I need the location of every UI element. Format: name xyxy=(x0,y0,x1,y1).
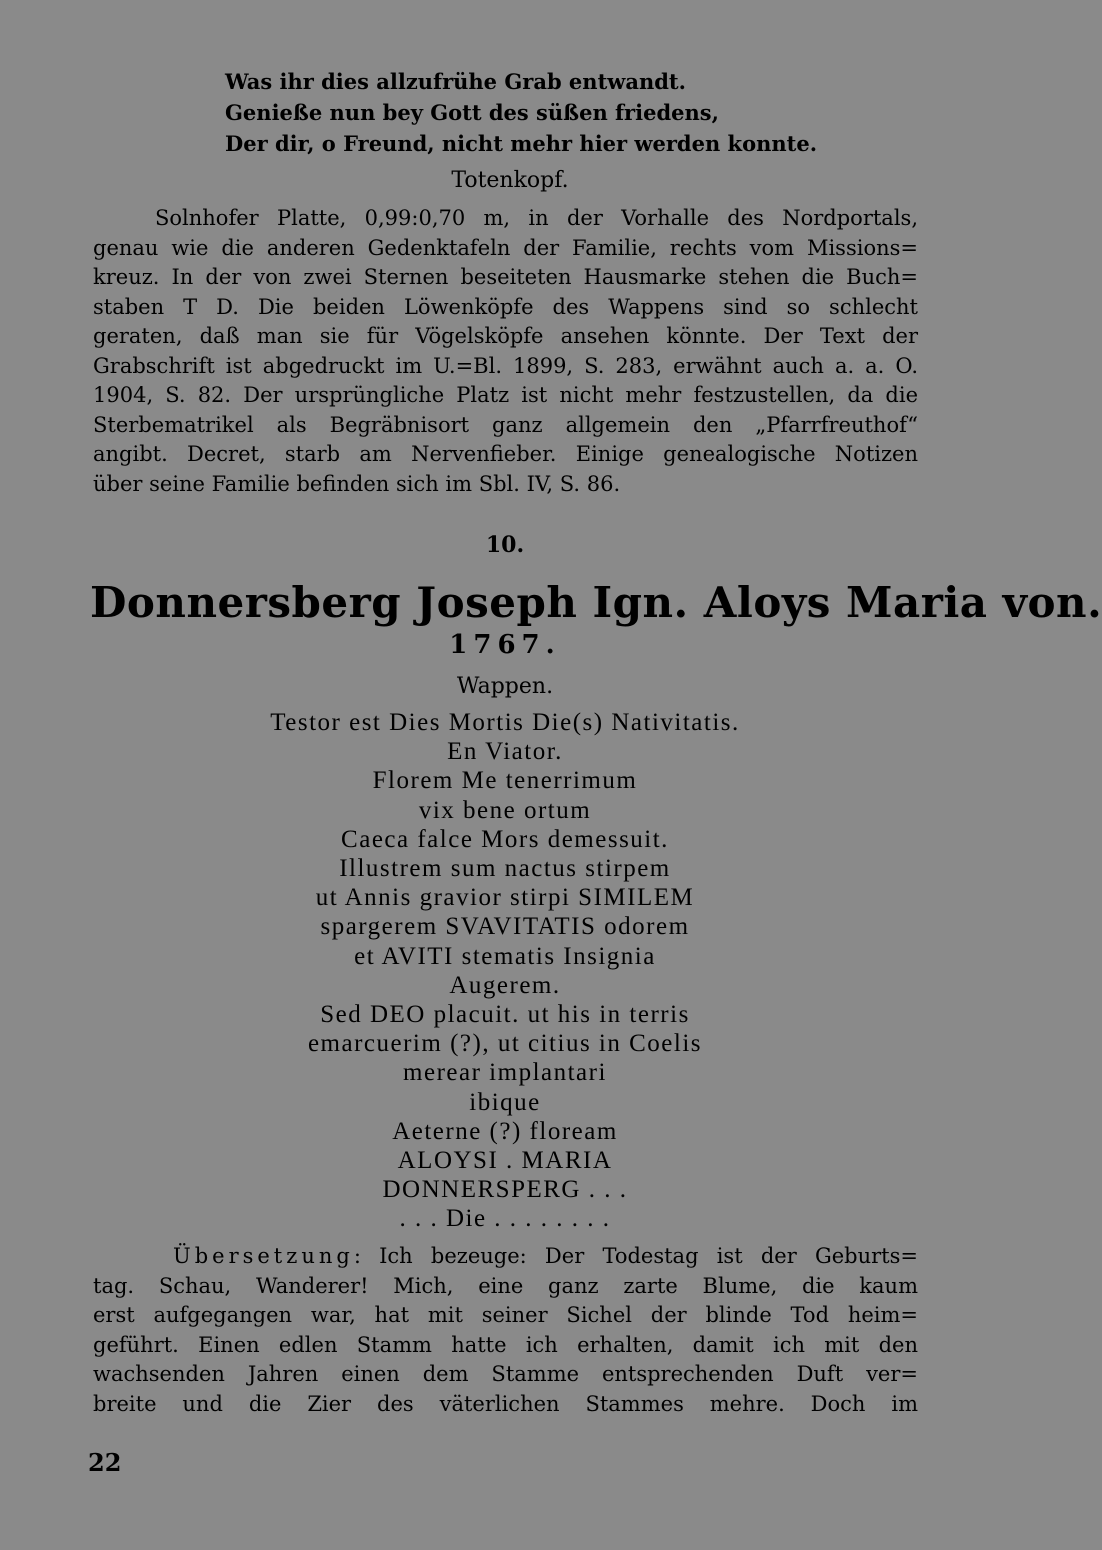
inscription-line: vix bene ortum xyxy=(418,796,592,824)
paragraph-line: erst aufgegangen war, hat mit seiner Sichel der blinde Tod heim= xyxy=(93,1303,918,1327)
entry-number: 10. xyxy=(485,532,525,558)
inscription-line: Florem Me tenerrimum xyxy=(372,767,638,795)
inscription-line: . . . Die . . . . . . . . xyxy=(399,1205,611,1233)
paragraph-line: tag. Schau, Wanderer! Mich, eine ganz zarte Blume, die kaum xyxy=(93,1273,918,1298)
inscription-line: Sed DEO placuit. ut his in terris xyxy=(320,1001,690,1029)
inscription-line: Augerem. xyxy=(449,971,561,999)
paragraph-line: staben T D. Die beiden Löwenköpfe des Wappens sind so schlecht xyxy=(93,294,918,319)
inscription-line: ut Annis gravior stirpi SIMILEM xyxy=(315,884,695,912)
entry-name-heading: Donnersberg Joseph Ign. Aloys Maria von. xyxy=(90,578,1102,627)
translation-paragraph xyxy=(93,1242,918,1419)
inscription-line: spargerem SVAVITATIS odorem xyxy=(320,913,690,941)
paragraph-line: geführt. Einen edlen Stamm hatte ich erhalten, damit ich mit den xyxy=(93,1332,918,1357)
paragraph-line: 1904, S. 82. Der ursprüngliche Platz ist nicht mehr festzustellen, da die xyxy=(93,383,918,407)
inscription-line: Caeca falce Mors demessuit. xyxy=(341,825,669,853)
paragraph-line: wachsenden Jahren einen dem Stamme entsprechenden Duft ver= xyxy=(93,1362,918,1386)
skull-caption: Totenkopf. xyxy=(451,168,569,193)
paragraph-line: angibt. Decret, starb am Nervenfieber. Einige genealogische Notizen xyxy=(93,442,918,466)
paragraph-line: über seine Familie befinden sich im Sbl. IV, S. 86. xyxy=(93,471,621,496)
inscription-line: Illustrem sum nactus stirpem xyxy=(339,855,671,883)
translation-label: Übersetzung xyxy=(173,1244,354,1268)
latin-inscription xyxy=(0,708,1000,1234)
verse-block xyxy=(225,66,925,159)
inscription-line: emarcuerim (?), ut citius in Coelis xyxy=(307,1030,703,1058)
paragraph-line: kreuz. In der von zwei Sternen beseiteten Hausmarke stehen die Buch= xyxy=(93,265,918,289)
inscription-line: ibique xyxy=(469,1088,541,1116)
paragraph-line xyxy=(93,1242,918,1272)
inscription-line: Testor est Dies Mortis Die(s) Nativitatis. xyxy=(270,709,740,736)
description-paragraph xyxy=(93,204,918,499)
entry-year: 1767. xyxy=(449,630,561,660)
inscription-line: DONNERSPERG . . . xyxy=(382,1176,628,1204)
paragraph-line-text: : Ich bezeuge: Der Todestag ist der Geburts= xyxy=(353,1244,918,1268)
inscription-line: et AVITI stematis Insignia xyxy=(354,942,656,970)
inscription-line: En Viator. xyxy=(447,738,563,766)
verse-line: Was ihr dies allzufrühe Grab entwandt. xyxy=(225,69,686,94)
paragraph-line: Grabschrift ist abgedruckt im U.=Bl. 1899, S. 283, erwähnt auch a. a. O. xyxy=(93,353,918,378)
inscription-line: merear implantari xyxy=(403,1059,607,1087)
coat-of-arms-caption: Wappen. xyxy=(456,674,554,699)
paragraph-line: geraten, daß man sie für Vögelsköpfe ansehen könnte. Der Text der xyxy=(93,324,918,348)
inscription-line: Aeterne (?) floream xyxy=(392,1117,618,1145)
paragraph-line: breite und die Zier des väterlichen Stammes mehre. Doch im xyxy=(93,1391,918,1416)
verse-line: Genieße nun bey Gott des süßen friedens, xyxy=(225,100,719,125)
paragraph-line: Sterbematrikel als Begräbnisort ganz allgemein den „Pfarrfreuthof“ xyxy=(93,412,918,437)
page-number: 22 xyxy=(88,1448,122,1477)
verse-line: Der dir, o Freund, nicht mehr hier werden konnte. xyxy=(225,131,817,156)
paragraph-line: genau wie die anderen Gedenktafeln der Familie, rechts vom Missions= xyxy=(93,235,918,260)
inscription-line: ALOYSI . MARIA xyxy=(397,1147,613,1175)
paragraph-line: Solnhofer Platte, 0,99:0,70 m, in der Vorhalle des Nordportals, xyxy=(155,206,918,230)
